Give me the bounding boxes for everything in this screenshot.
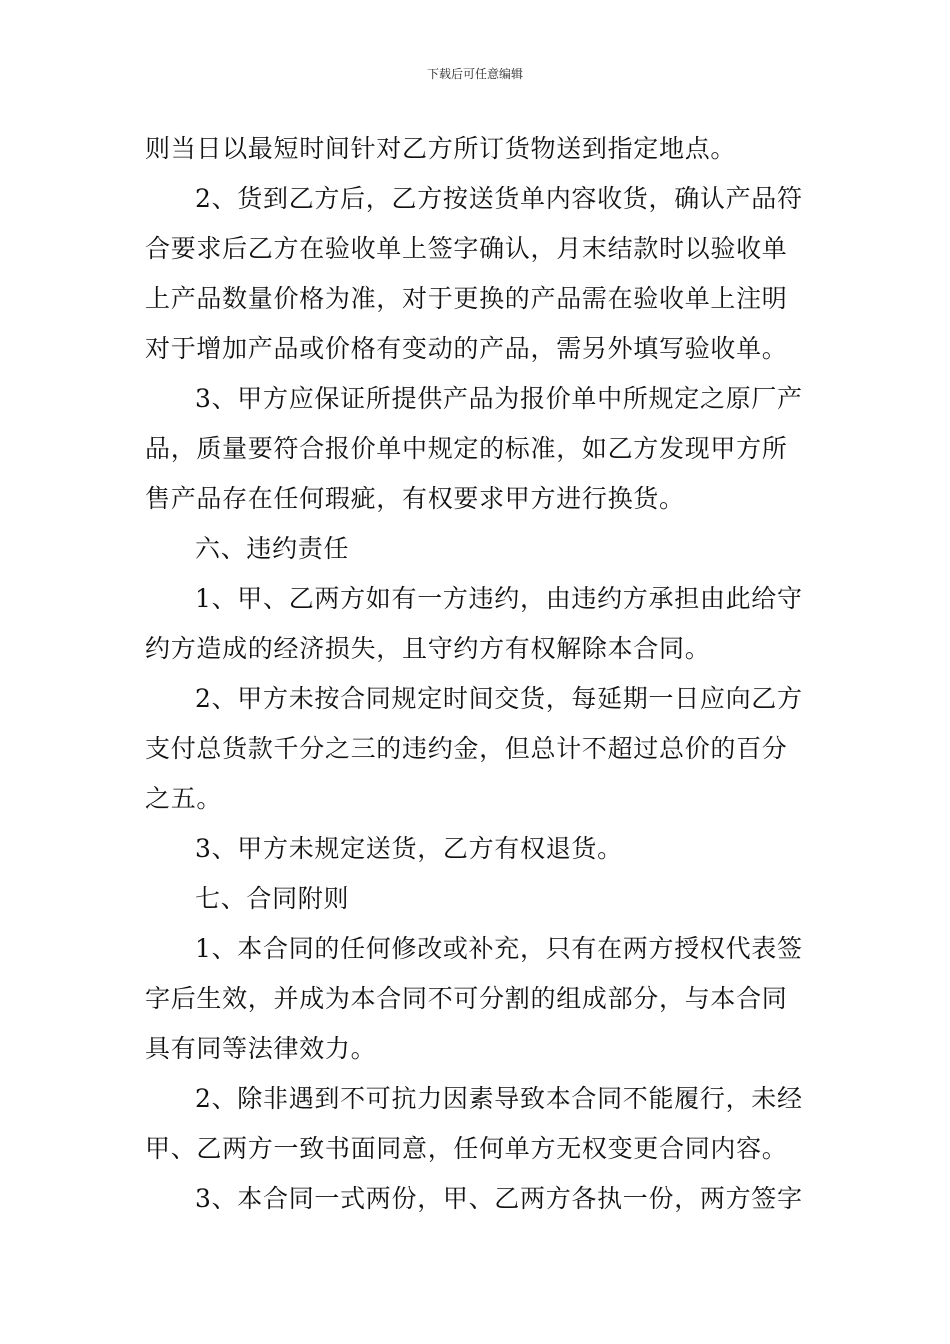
- text-line: 则当日以最短时间针对乙方所订货物送到指定地点。: [145, 134, 737, 163]
- text-line: 合要求后乙方在验收单上签字确认，月末结款时以验收单: [145, 234, 788, 263]
- text-line: 售产品存在任何瑕疵，有权要求甲方进行换货。: [145, 484, 685, 513]
- text-line: 约方造成的经济损失，且守约方有权解除本合同。: [145, 634, 711, 663]
- document-body: [145, 124, 810, 1224]
- text-line: 品，质量要符合报价单中规定的标准，如乙方发现甲方所: [145, 434, 788, 463]
- text-line: 甲、乙两方一致书面同意，任何单方无权变更合同内容。: [145, 1134, 788, 1163]
- text-line: 字后生效，并成为本合同不可分割的组成部分，与本合同: [145, 984, 788, 1013]
- paragraph-item-3-line-1: 3、甲方未规定送货，乙方有权退货。: [195, 834, 623, 863]
- text-line: 具有同等法律效力。: [145, 1034, 377, 1063]
- text-line: 之五。: [145, 784, 223, 813]
- section-heading-breach-liability: 六、违约责任: [195, 534, 350, 563]
- text-line: 上产品数量价格为准，对于更换的产品需在验收单上注明: [145, 284, 788, 313]
- text-line: 对于增加产品或价格有变动的产品，需另外填写验收单。: [145, 334, 788, 363]
- section-heading-contract-supplementary: 七、合同附则: [195, 884, 350, 913]
- paragraph-item-3-line-1: 3、甲方应保证所提供产品为报价单中所规定之原厂产: [195, 384, 803, 413]
- paragraph-item-2-line-1: 2、货到乙方后，乙方按送货单内容收货，确认产品符: [195, 184, 803, 213]
- paragraph-item-2-line-1: 2、除非遇到不可抗力因素导致本合同不能履行，未经: [195, 1084, 803, 1113]
- text-line: 支付总货款千分之三的违约金，但总计不超过总价的百分: [145, 734, 788, 763]
- paragraph-item-3-line-1: 3、本合同一式两份，甲、乙两方各执一份，两方签字: [195, 1184, 803, 1213]
- page-header: 下载后可任意编辑: [426, 67, 523, 81]
- paragraph-item-2-line-1: 2、甲方未按合同规定时间交货，每延期一日应向乙方: [195, 684, 803, 713]
- paragraph-item-1-line-1: 1、本合同的任何修改或补充，只有在两方授权代表签: [195, 934, 803, 963]
- paragraph-item-1-line-1: 1、甲、乙两方如有一方违约，由违约方承担由此给守: [195, 584, 803, 613]
